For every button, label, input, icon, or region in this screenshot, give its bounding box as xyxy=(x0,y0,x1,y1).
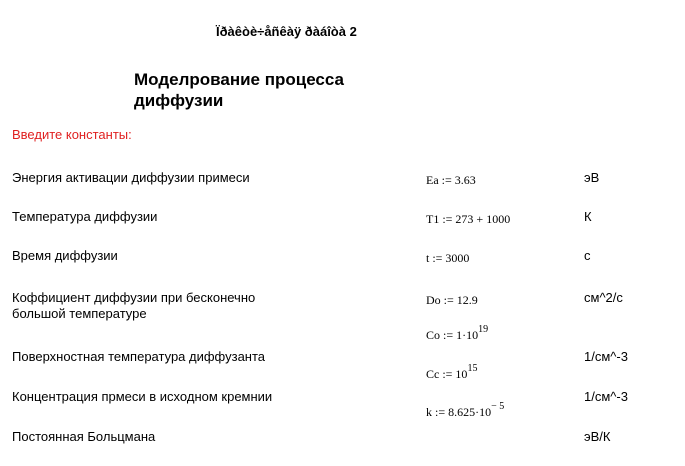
formula-surface-concentration[interactable] xyxy=(426,326,488,343)
label-diffusion-temperature: Температура диффузии xyxy=(12,209,158,224)
unit-diffusion-coefficient: см^2/с xyxy=(584,290,623,305)
formula-substrate-concentration-base: Cc := 10 xyxy=(426,367,468,381)
unit-activation-energy: эВ xyxy=(584,170,600,185)
unit-substrate-concentration: 1/см^-3 xyxy=(584,389,628,404)
label-surface-concentration: Поверхностная температура диффузанта xyxy=(12,349,266,364)
unit-surface-concentration: 1/см^-3 xyxy=(584,349,628,364)
page-title: Моделрование процесса диффузии xyxy=(134,70,345,110)
constants-prompt: Введите константы: xyxy=(12,127,132,142)
label-substrate-concentration: Концентрация прмеси в исходном кремнии xyxy=(12,389,273,404)
formula-diffusion-coefficient[interactable]: Do := 12.9 xyxy=(426,293,478,307)
formula-boltzmann-constant-base: k := 8.625·10 xyxy=(426,405,492,419)
formula-boltzmann-constant-exp: − 5 xyxy=(491,401,505,412)
garbled-header: Ïðàêòè÷åñêàÿ ðàáîòà 2 xyxy=(216,24,357,39)
formula-substrate-concentration[interactable] xyxy=(426,365,477,382)
label-diffusion-time: Время диффузии xyxy=(12,248,118,263)
formula-activation-energy[interactable]: Ea := 3.63 xyxy=(426,173,476,187)
unit-boltzmann-constant: эВ/К xyxy=(584,429,611,444)
formula-diffusion-temperature[interactable]: T1 := 273 + 1000 xyxy=(426,212,511,226)
formula-surface-concentration-exp: 19 xyxy=(478,324,489,335)
label-activation-energy: Энергия активации диффузии примеси xyxy=(12,170,250,185)
formula-boltzmann-constant[interactable] xyxy=(426,403,504,420)
label-boltzmann-constant: Постоянная Больцмана xyxy=(12,429,156,444)
formula-surface-concentration-base: Co := 1·10 xyxy=(426,328,479,342)
unit-diffusion-time: с xyxy=(584,248,591,263)
formula-substrate-concentration-exp: 15 xyxy=(467,363,478,374)
unit-diffusion-temperature: К xyxy=(584,209,592,224)
label-diffusion-coefficient: Коффициент диффузии при бесконечно большой температуре xyxy=(12,290,256,321)
formula-diffusion-time[interactable]: t := 3000 xyxy=(426,251,470,265)
